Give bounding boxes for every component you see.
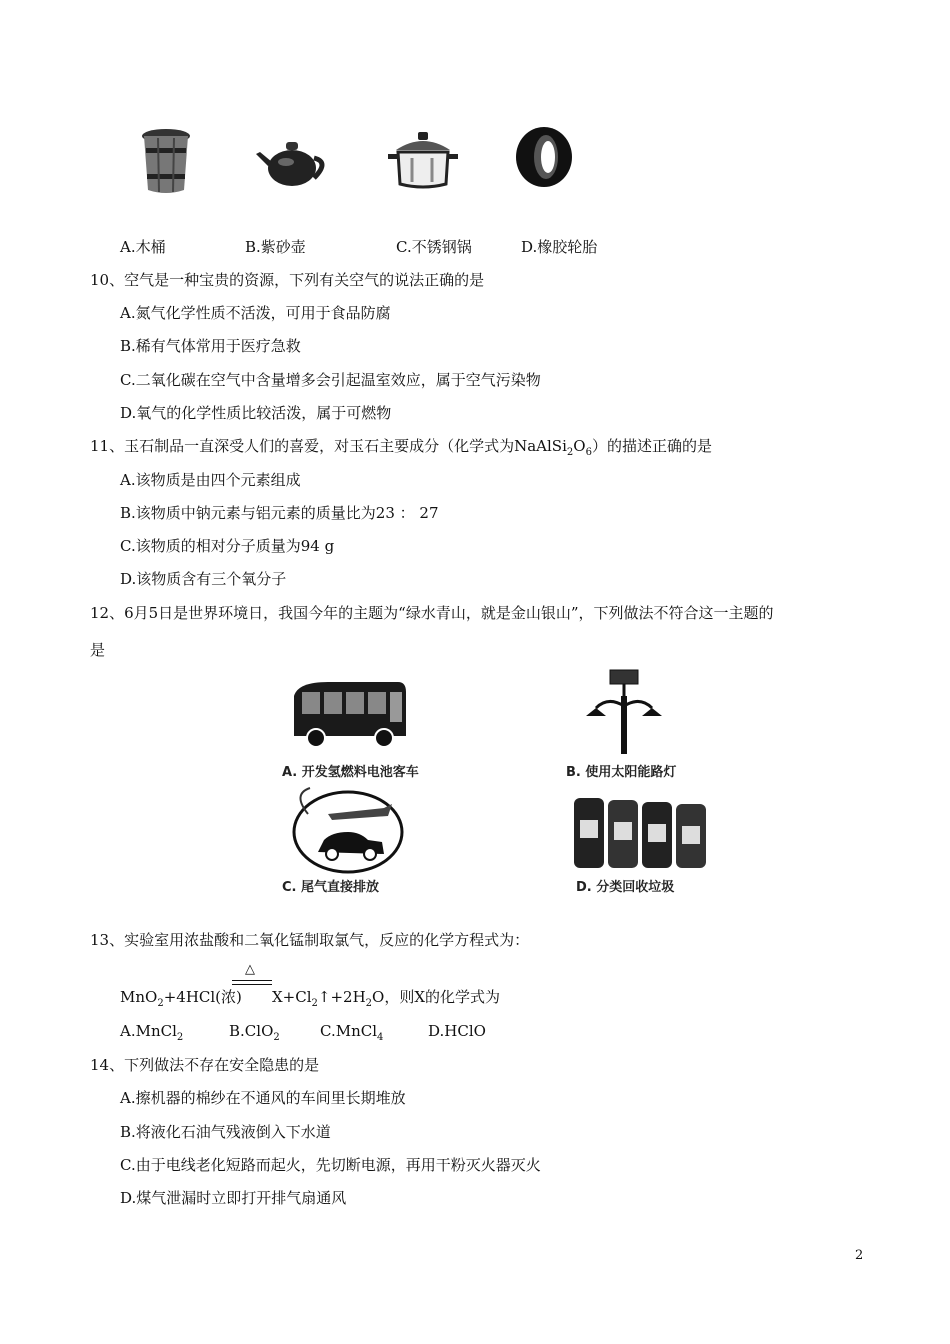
q9-option-a: A.木桶 [120,238,166,256]
q14-option-c: C.由于电线老化短路而起火，先切断电源，再用干粉灭火器灭火 [120,1156,541,1174]
q12-caption-b: B. 使用太阳能路灯 [566,765,677,780]
q13-option-d: D.HClO [428,1022,486,1040]
car-exhaust-icon [288,784,406,876]
q13-equals-bar-bottom [232,984,272,985]
q13-delta-symbol: △ [245,962,255,977]
q13-equation-left: MnO$_2$+4HCl(浓) [120,988,242,1009]
page-number: 2 [855,1248,864,1263]
q13-stem: 13、实验室用浓盐酸和二氧化锰制取氯气，反应的化学方程式为： [90,931,530,949]
q13-option-c: C.MnCl$_4$ [320,1022,384,1043]
q11-option-c: C.该物质的相对分子质量为94 g [120,537,335,555]
q14-stem: 14、下列做法不存在安全隐患的是 [90,1056,320,1074]
q13-option-a: A.MnCl$_2$ [120,1022,184,1043]
q9-option-b: B.紫砂壶 [245,238,306,256]
q9-option-c: C.不锈钢锅 [396,238,472,256]
q12-caption-a: A. 开发氢燃料电池客车 [282,765,419,780]
q14-option-a: A.擦机器的棉纱在不通风的车间里长期堆放 [120,1089,406,1107]
q13-option-b: B.ClO$_2$ [229,1022,280,1043]
solar-street-lamp-icon [578,666,670,758]
q14-option-b: B.将液化石油气残液倒入下水道 [120,1123,331,1141]
recycling-bins-icon [572,790,708,870]
q10-option-d: D.氧气的化学性质比较活泼，属于可燃物 [120,404,392,422]
q12-stem-line1: 12、6月5日是世界环境日，我国今年的主题为“绿水青山，就是金山银山”，下列做法不符合这一主题的 [90,604,774,622]
q10-option-a: A.氮气化学性质不活泼，可用于食品防腐 [120,304,391,322]
teapot-icon [254,138,330,190]
q11-stem: 11、玉石制品一直深受人们的喜爱，对玉石主要成分（化学式为$NaAlSi_2O_6$）的描述正确的是 [90,437,712,458]
steel-pot-icon [386,128,460,190]
q11-option-d: D.该物质含有三个氧分子 [120,570,287,588]
q11-option-a: A.该物质是由四个元素组成 [120,471,301,489]
q13-equals-bar-top [232,980,272,981]
wooden-bucket-icon [138,126,194,196]
q14-option-d: D.煤气泄漏时立即打开排气扇通风 [120,1189,347,1207]
q12-caption-c: C. 尾气直接排放 [282,880,380,895]
q13-equation-right: $X+Cl_2↑+2H_2O$，则X的化学式为 [272,988,501,1009]
hydrogen-bus-icon [288,676,412,750]
q12-caption-d: D. 分类回收垃圾 [576,880,675,895]
q9-option-d: D.橡胶轮胎 [521,238,598,256]
rubber-tire-icon [512,124,576,190]
q12-stem-line2: 是 [90,641,106,659]
q10-option-c: C.二氧化碳在空气中含量增多会引起温室效应，属于空气污染物 [120,371,541,389]
q10-stem: 10、空气是一种宝贵的资源，下列有关空气的说法正确的是 [90,271,485,289]
q10-option-b: B.稀有气体常用于医疗急救 [120,337,301,355]
q11-option-b: B.该物质中钠元素与铝元素的质量比为23 ： 27 [120,504,439,522]
